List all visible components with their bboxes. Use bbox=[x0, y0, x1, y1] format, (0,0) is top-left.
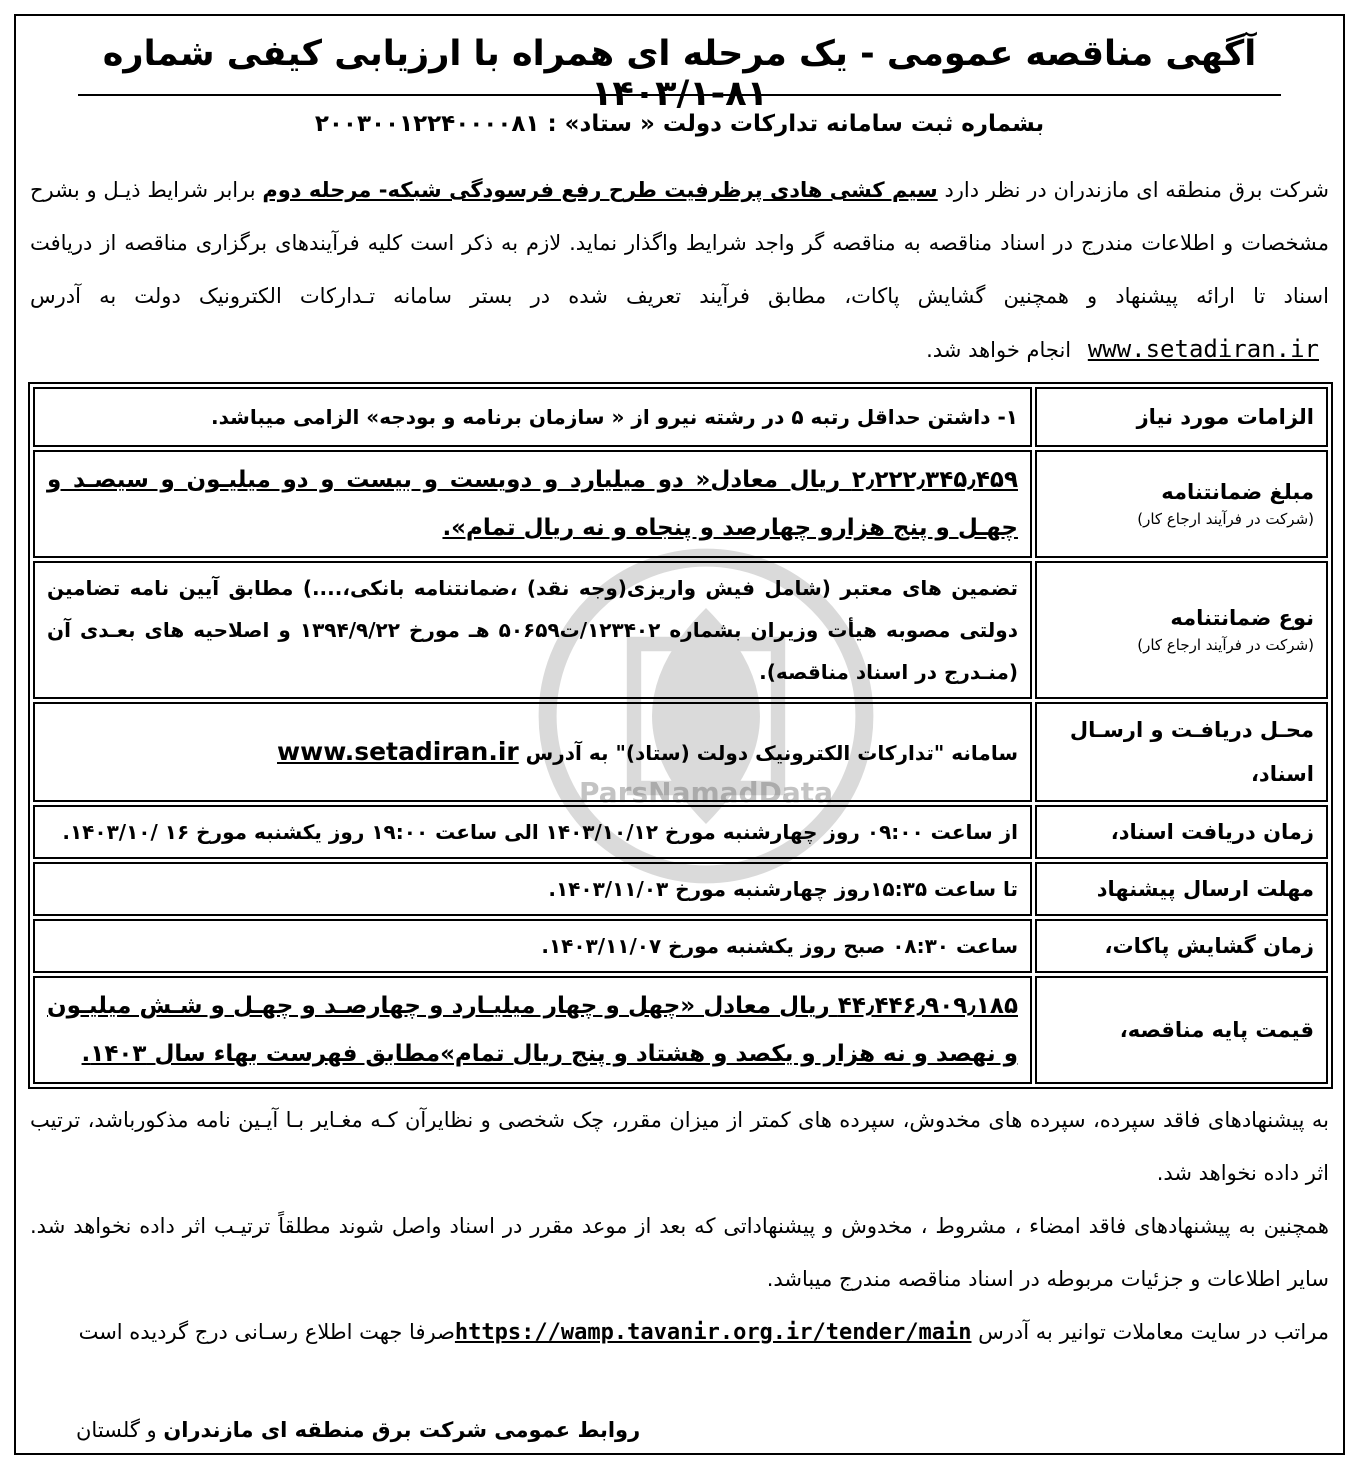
row-value: تضمین های معتبر (شامل فیش واریزی(وجه نقد) ،ضمانتنامه بانکی،....) مطابق آیین نامه تضامین دولتی مصوبه هیأت وزیران بشماره ۱۲۳۴۰۲/ت۵۰۶۵۹ هـ مورخ ۱۳۹۴/۹/۲۲ و اصلاحیه های بعـدی آن (منـدرج در اسناد مناقصه). bbox=[33, 561, 1032, 699]
conditions-table bbox=[28, 382, 1333, 1089]
intro-text-2: برابر شرایط ذیـل و بشرح مشخصات و اطلاعات مندرج در اسناد مناقصه به مناقصه گر واجد شرایط واگذار نماید. لازم به ذکر است کلیه فرآیندهای برگزاری مناقصه از دریافت اسناد تا ارائه پیشنهاد و همچنین گشایش پاکات، مطابق فرآیند تعریف شده در بستر سامانه تـدارکات الکترونیک دولت به آدرس bbox=[30, 178, 1329, 308]
footer-paragraph: همچنین به پیشنهادهای فاقد امضاء ، مشروط ، مخدوش و پیشنهاداتی که بعد از موعد مقرر در اسناد واصل شوند مطلقاً ترتیـب اثر داده نخواهد شد. سایر اطلاعات و جزئیات مربوطه در اسناد مناقصه مندرج میباشد. bbox=[30, 1214, 1329, 1291]
row-label: زمان دریافت اسناد، bbox=[1035, 805, 1328, 859]
footer-paragraph: به پیشنهادهای فاقد سپرده، سپرده های مخدوش، سپرده های کمتر از میزان مقرر، چک شخصی و نظایرآن کـه مغـایر بـا آیـین نامه مذکورباشد، ترتیب اثر داده نخواهد شد. bbox=[30, 1108, 1329, 1185]
tender-notice bbox=[14, 14, 1345, 1455]
row-value: از ساعت ۰۹:۰۰ روز چهارشنبه مورخ ۱۴۰۳/۱۰/۱۲ الی ساعت ۱۹:۰۰ روز یکشنبه مورخ ۱۶ /۱۴۰۳/۱۰. bbox=[33, 805, 1032, 859]
registration-number: بشماره ثبت سامانه تدارکات دولت « ستاد» : ۲۰۰۳۰۰۱۲۲۴۰۰۰۰۸۱ bbox=[314, 111, 1045, 137]
setad-link[interactable]: www.setadiran.ir bbox=[1087, 335, 1319, 363]
row-label: مبلغ ضمانتنامه (شرکت در فرآیند ارجاع کار) bbox=[1035, 450, 1328, 558]
notice-title: آگهی مناقصه عمومی - یک مرحله ای همراه با ارزیابی کیفی شماره ۸۱-۱۴۰۳/۱ bbox=[102, 34, 1257, 114]
table-row bbox=[33, 976, 1328, 1084]
tavanir-link[interactable]: https://wamp.tavanir.org.ir/tender/main bbox=[454, 1320, 972, 1345]
signature-org: روابط عمومی شرکت برق منطقه ای مازندران bbox=[163, 1418, 641, 1442]
footer-notes bbox=[30, 1094, 1329, 1359]
row-value: تا ساعت ۱۵:۳۵روز چهارشنبه مورخ ۱۴۰۳/۱۱/۰۳. bbox=[33, 862, 1032, 916]
row-label: الزامات مورد نیاز bbox=[1035, 387, 1328, 447]
row-value: سامانه "تدارکات الکترونیک دولت (ستاد)" به آدرس www.setadiran.ir bbox=[33, 702, 1032, 802]
row-label: قیمت پایه مناقصه، bbox=[1035, 976, 1328, 1084]
row-value: ۲٫۲۲۲٫۳۴۵٫۴۵۹ ریال معادل« دو میلیارد و دویست و بیست و دو میلیـون و سیصـد و چهـل و پنج هزارو چهارصد و پنجاه و نه ریال تمام». bbox=[33, 450, 1032, 558]
row-label: نوع ضمانتنامه (شرکت در فرآیند ارجاع کار) bbox=[1035, 561, 1328, 699]
row-value: ۴۴٫۴۴۶٫۹۰۹٫۱۸۵ ریال معادل «چهل و چهار میلیـارد و چهارصـد و چهـل و شـش میلیـون و نهصد و نه هزار و یکصد و هشتاد و پنج ریال تمام»مطابق فهرست بهاء سال ۱۴۰۳. bbox=[33, 976, 1032, 1084]
title-underline bbox=[78, 94, 1281, 96]
table-row bbox=[33, 387, 1328, 447]
project-name: سیم کشی هادی پرظرفیت طرح رفع فرسودگی شبکه- مرحله دوم bbox=[262, 178, 938, 202]
setad-link-2[interactable]: www.setadiran.ir bbox=[277, 736, 519, 766]
table-row bbox=[33, 919, 1328, 973]
row-value: ساعت ۰۸:۳۰ صبح روز یکشنبه مورخ ۱۴۰۳/۱۱/۰۷. bbox=[33, 919, 1032, 973]
signature bbox=[76, 1418, 1343, 1442]
watermark-text: ParsNamadData bbox=[579, 776, 833, 809]
intro-text-3: انجام خواهد شد. bbox=[926, 338, 1078, 362]
table-row bbox=[33, 702, 1328, 802]
table-row bbox=[33, 450, 1328, 558]
row-label: زمان گشایش پاکات، bbox=[1035, 919, 1328, 973]
signature-rest: و گلستان bbox=[76, 1418, 164, 1442]
table-row bbox=[33, 561, 1328, 699]
row-label: مهلت ارسال پیشنهاد bbox=[1035, 862, 1328, 916]
row-label: محـل دریافـت و ارسـال اسناد، bbox=[1035, 702, 1328, 802]
row-value: ۱- داشتن حداقل رتبه ۵ در رشته نیرو از « سازمان برنامه و بودجه» الزامی میباشد. bbox=[33, 387, 1032, 447]
intro-text-1: شرکت برق منطقه ای مازندران در نظر دارد bbox=[937, 178, 1330, 202]
footer-paragraph: مراتب در سایت معاملات توانیر به آدرس https://wamp.tavanir.org.ir/tender/mainصرفا جهت اطلاع رسـانی درج گردیده است bbox=[78, 1320, 1329, 1345]
table-row bbox=[33, 805, 1328, 859]
table-row bbox=[33, 862, 1328, 916]
intro-paragraph bbox=[30, 164, 1329, 377]
